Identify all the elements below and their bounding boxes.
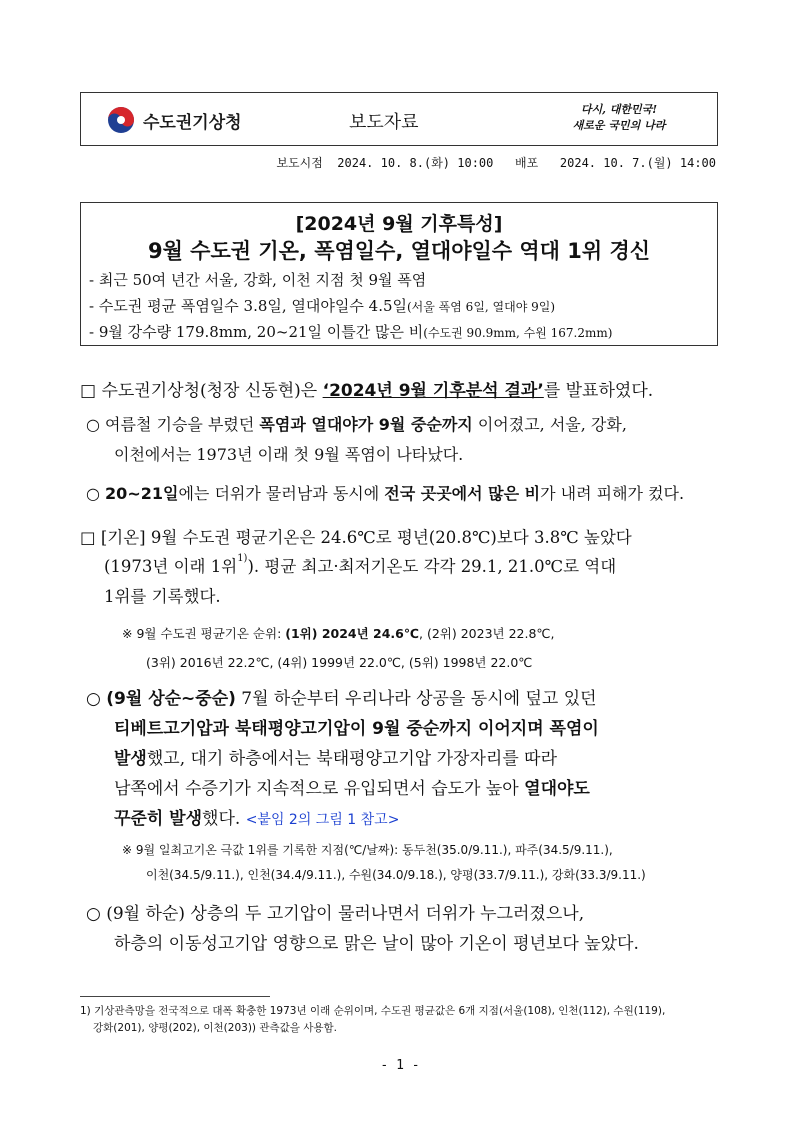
- header-box: [80, 92, 718, 146]
- government-emblem-icon: [107, 106, 135, 134]
- slogan-line-2: 새로운 국민의 나라: [572, 119, 666, 132]
- paragraph-rain: ○ 20~21일에는 더위가 물러남과 동시에 전국 곳곳에서 많은 비가 내려 피해가 컸다.: [86, 484, 685, 503]
- text: ○ 여름철 기승을 부렸던: [86, 415, 260, 434]
- paragraph-early-sept-l1: [86, 684, 597, 709]
- emphasis: 20~21일: [105, 484, 179, 503]
- report-title: ‘2024년 9월 기후분석 결과’: [322, 381, 544, 401]
- page-number: - 1 -: [380, 1058, 420, 1073]
- emphasis: 전국 곳곳에서 많은 비: [384, 484, 541, 503]
- bullet-2-text: - 수도권 평균 폭염일수 3.8일, 열대야일수 4.5일: [89, 297, 407, 315]
- paragraph-early-sept-l4: [114, 774, 590, 799]
- document-type: 보도자료: [349, 112, 419, 133]
- text: 남쪽에서 수증기가 지속적으로 유입되면서 습도가 높아: [114, 779, 525, 799]
- emphasis: 꾸준히 발생: [114, 809, 203, 829]
- paragraph-late-sept-l1: ○ (9월 하순) 상층의 두 고기압이 물러나면서 더위가 누그러졌으나,: [86, 904, 585, 924]
- bullet-3-text: - 9월 강수량 179.8mm, 20~21일 이틀간 많은 비: [89, 323, 424, 341]
- text: 가 내려 피해가 컸다.: [540, 484, 685, 503]
- text: □ 수도권기상청(청장 신동현)은: [80, 381, 323, 401]
- org-name: 수도권기상청: [143, 113, 242, 133]
- slogan: [559, 102, 679, 134]
- emphasis: (1위) 2024년 24.6℃: [285, 626, 420, 641]
- emphasis: 폭염과 열대야가 9월 중순까지: [259, 415, 473, 434]
- text: 에는 더위가 물러남과 동시에: [178, 484, 385, 503]
- text: 이어졌고, 서울, 강화,: [472, 415, 627, 434]
- summary-bullet-2: [89, 295, 555, 316]
- text: 했다.: [202, 809, 246, 829]
- paragraph-temperature-l3: 1위를 기록했다.: [104, 587, 221, 606]
- bullet-2-note: (서울 폭염 6일, 열대야 9일): [407, 300, 556, 314]
- note-ranking-l2: (3위) 2016년 22.2℃, (4위) 1999년 22.0℃, (5위) 1998년 22.0℃: [146, 655, 533, 670]
- paragraph-early-sept-l5: [114, 804, 399, 829]
- paragraph-temperature-l1: □ [기온] 9월 수도권 평균기온은 24.6℃로 평년(20.8℃)보다 3.8℃ 높았다: [80, 528, 632, 547]
- summary-title: [2024년 9월 기후특성]: [295, 213, 503, 235]
- appendix-reference-link[interactable]: <붙임 2의 그림 1 참고>: [245, 812, 400, 828]
- release-info: 보도시점 2024. 10. 8.(화) 10:00 배포 2024. 10. 7.(월) 14:00: [276, 156, 716, 170]
- slogan-line-1: 다시, 대한민국!: [580, 103, 658, 116]
- bullet-3-note: (수도권 90.9mm, 수원 167.2mm): [423, 326, 613, 340]
- note-ranking-l1: [122, 624, 554, 642]
- note-records-l1: ※ 9월 일최고기온 극값 1위를 기록한 지점(℃/날짜): 동두천(35.0/9.11.), 파주(34.5/9.11.),: [122, 843, 613, 857]
- footnote-ref[interactable]: 1): [237, 553, 248, 564]
- text: ※ 9월 수도권 평균기온 순위:: [122, 626, 286, 641]
- text: , (2위) 2023년 22.8℃,: [419, 626, 555, 641]
- paragraph-heatwave-l1: [86, 412, 627, 435]
- emphasis: 발생: [114, 749, 147, 769]
- paragraph-announcement: [80, 376, 653, 401]
- summary-headline: 9월 수도권 기온, 폭염일수, 열대야일수 역대 1위 경신: [147, 239, 651, 263]
- summary-bullet-1: - 최근 50여 년간 서울, 강화, 이천 지점 첫 9월 폭염: [89, 271, 427, 289]
- note-records-l2: 이천(34.5/9.11.), 인천(34.4/9.11.), 수원(34.0/9.18.), 양평(33.7/9.11.), 강화(33.3/9.11.): [146, 868, 646, 882]
- paragraph-late-sept-l2: 하층의 이동성고기압 영향으로 맑은 날이 많아 기온이 평년보다 높았다.: [114, 934, 639, 954]
- paragraph-early-sept-l3: [114, 744, 557, 769]
- emphasis: (9월 상순~중순): [106, 689, 236, 709]
- paragraph-temperature-l2: [104, 553, 616, 577]
- summary-bullet-3: [89, 321, 612, 342]
- footnote-line-1: 1) 기상관측망을 전국적으로 대폭 확충한 1973년 이래 순위이며, 수도권 평균값은 6개 지점(서울(108), 인천(112), 수원(119),: [80, 1005, 666, 1017]
- footnote-divider: [80, 996, 270, 997]
- text: ). 평균 최고·최저기온도 각각 29.1, 21.0℃로 역대: [247, 557, 617, 576]
- emphasis: 열대야도: [524, 779, 590, 799]
- text: 7월 하순부터 우리나라 상공을 동시에 덮고 있던: [235, 689, 597, 709]
- summary-box: [80, 202, 718, 346]
- text: 했고, 대기 하층에서는 북태평양고기압 가장자리를 따라: [146, 749, 557, 769]
- text: (1973년 이래 1위: [104, 557, 238, 576]
- text: 를 발표하였다.: [543, 381, 654, 401]
- footnote-line-2: 강화(201), 양평(202), 이천(203)) 관측값을 사용함.: [93, 1022, 338, 1034]
- paragraph-heatwave-l2: 이천에서는 1973년 이래 첫 9월 폭염이 나타났다.: [114, 445, 464, 464]
- paragraph-early-sept-l2: 티베트고기압과 북태평양고기압이 9월 중순까지 이어지며 폭염이: [114, 719, 599, 739]
- text: ○: [86, 689, 107, 709]
